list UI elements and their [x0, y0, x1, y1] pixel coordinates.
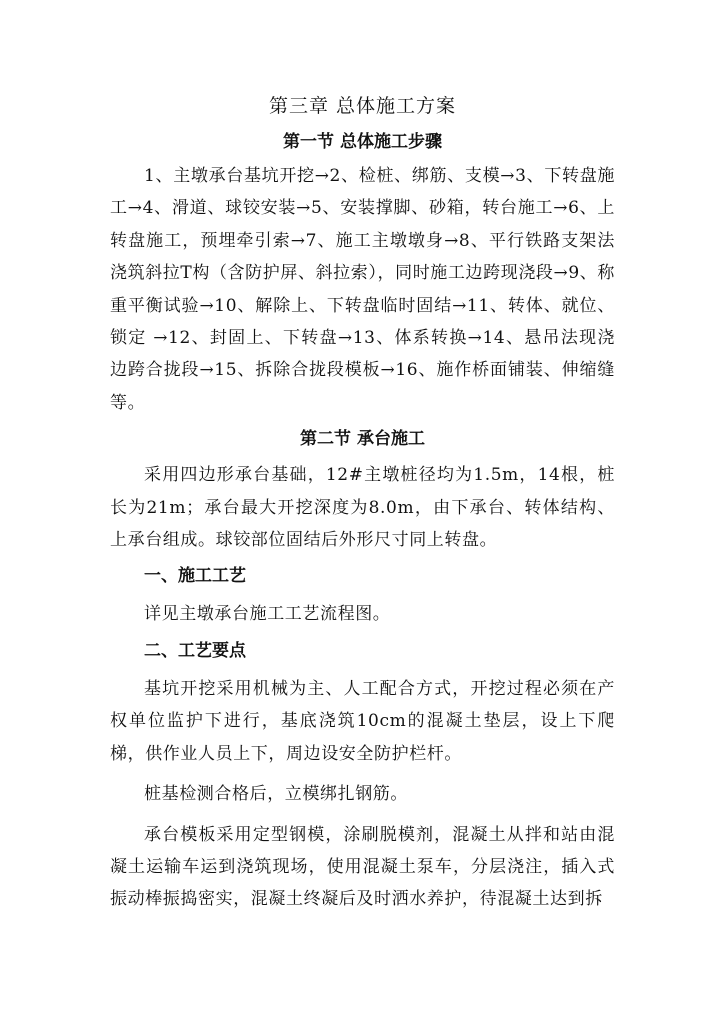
chapter-title: 第三章 总体施工方案 [268, 95, 457, 117]
subheading-key-points: 二、工艺要点 [144, 640, 246, 661]
excavation-paragraph: 基坑开挖采用机械为主、人工配合方式，开挖过程必须在产权单位监护下进行，基底浇筑10cm的混凝土垫层，设上下爬梯，供作业人员上下，周边设安全防护栏杆。 [110, 678, 615, 764]
process-paragraph: 详见主墩承台施工工艺流程图。 [144, 604, 391, 625]
document-page [110, 92, 615, 916]
section-title-1: 第一节 总体施工步骤 [283, 132, 442, 152]
foundation-intro-paragraph: 采用四边形承台基础，12#主墩桩径均为1.5m，14根，桩长为21m；承台最大开挖深度为8.0m，由下承台、转体结构、上承台组成。球铰部位固结后外形尺寸同上转盘。 [110, 465, 615, 551]
construction-steps-paragraph: 1、主墩承台基坑开挖→2、检桩、绑筋、支模→3、下转盘施工→4、滑道、球铰安装→5、安装撑脚、砂箱，转台施工→6、上转盘施工，预埋牵引索→7、施工主墩墩身→8、平行铁路支架法浇筑斜拉T构（含防护屏、斜拉索），同时施工边跨现浇段→9、称重平衡试验→10、解除上、下转盘临时固结→11、转体、就位、锁定 →12、封固上、下转盘→13、体系转换→14、悬吊法现浇边跨合拢段→15、拆除合拢段模板→16、施作桥面铺装、伸缩缝等。 [110, 166, 615, 413]
pile-inspection-paragraph: 桩基检测合格后，立模绑扎钢筋。 [144, 784, 408, 805]
section-title-2: 第二节 承台施工 [300, 429, 425, 450]
formwork-paragraph: 承台模板采用定型钢模，涂刷脱模剂，混凝土从拌和站由混凝土运输车运到浇筑现场，使用混凝土泵车，分层浇注，插入式振动棒振捣密实，混凝土终凝后及时洒水养护，待混凝土达到拆 [110, 824, 615, 910]
subheading-process: 一、施工工艺 [144, 566, 246, 587]
